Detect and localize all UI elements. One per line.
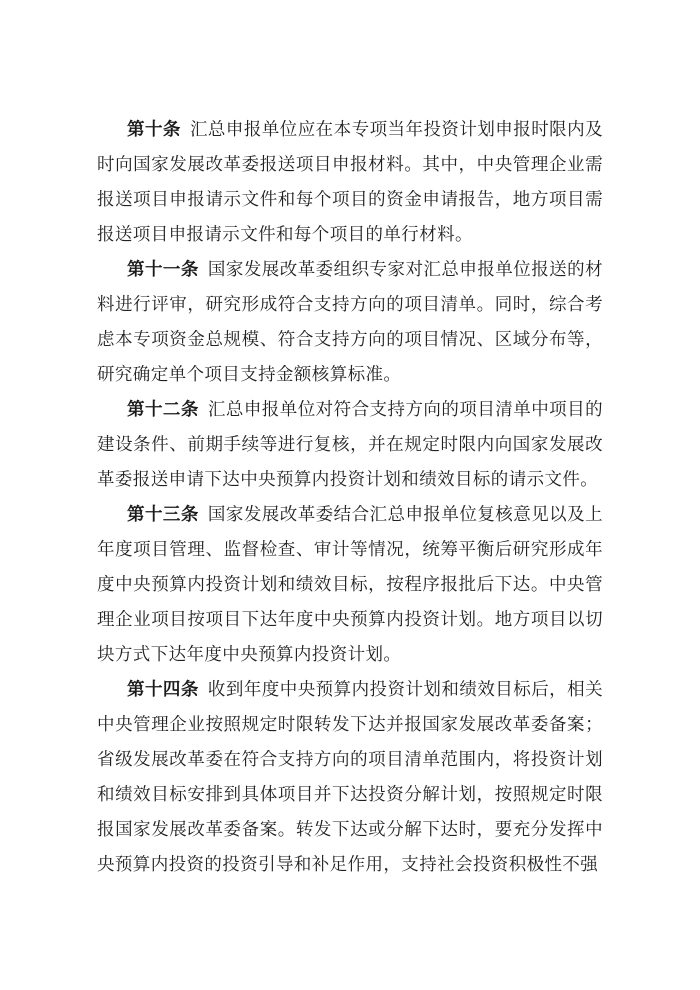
article-14-number: 第十四条	[127, 679, 199, 699]
paragraph-article-13	[97, 497, 603, 672]
article-11-text: 国家发展改革委组织专家对汇总申报单位报送的材料进行评审，研究形成符合支持方向的项目清单。同时，综合考虑本专项资金总规模、符合支持方向的项目情况、区域分布等，研究确定单个项目支持金额核算标准。	[97, 259, 603, 384]
article-11-number: 第十一条	[127, 259, 199, 279]
paragraph-article-12	[97, 392, 603, 497]
paragraph-article-14	[97, 672, 603, 882]
article-14-text: 收到年度中央预算内投资计划和绩效目标后，相关中央管理企业按照规定时限转发下达并报国家发展改革委备案；省级发展改革委在符合支持方向的项目清单范围内，将投资计划和绩效目标安排到具体项目并下达投资分解计划，按照规定时限报国家发展改革委备案。转发下达或分解下达时，要充分发挥中央预算内投资的投资引导和补足作用，支持社会投资积极性不强	[97, 679, 603, 874]
article-10-number: 第十条	[127, 119, 181, 139]
article-13-text: 国家发展改革委结合汇总申报单位复核意见以及上年度项目管理、监督检查、审计等情况，统筹平衡后研究形成年度中央预算内投资计划和绩效目标，按程序报批后下达。中央管理企业项目按项目下达年度中央预算内投资计划。地方项目以切块方式下达年度中央预算内投资计划。	[97, 504, 603, 664]
article-10-text: 汇总申报单位应在本专项当年投资计划申报时限内及时向国家发展改革委报送项目申报材料。其中，中央管理企业需报送项目申报请示文件和每个项目的资金申请报告，地方项目需报送项目申报请示文件和每个项目的单行材料。	[97, 119, 603, 244]
document-body	[97, 112, 603, 882]
article-12-number: 第十二条	[127, 399, 199, 419]
paragraph-article-11	[97, 252, 603, 392]
article-12-text: 汇总申报单位对符合支持方向的项目清单中项目的建设条件、前期手续等进行复核，并在规定时限内向国家发展改革委报送申请下达中央预算内投资计划和绩效目标的请示文件。	[97, 399, 603, 489]
article-13-number: 第十三条	[127, 504, 199, 524]
paragraph-article-10	[97, 112, 603, 252]
